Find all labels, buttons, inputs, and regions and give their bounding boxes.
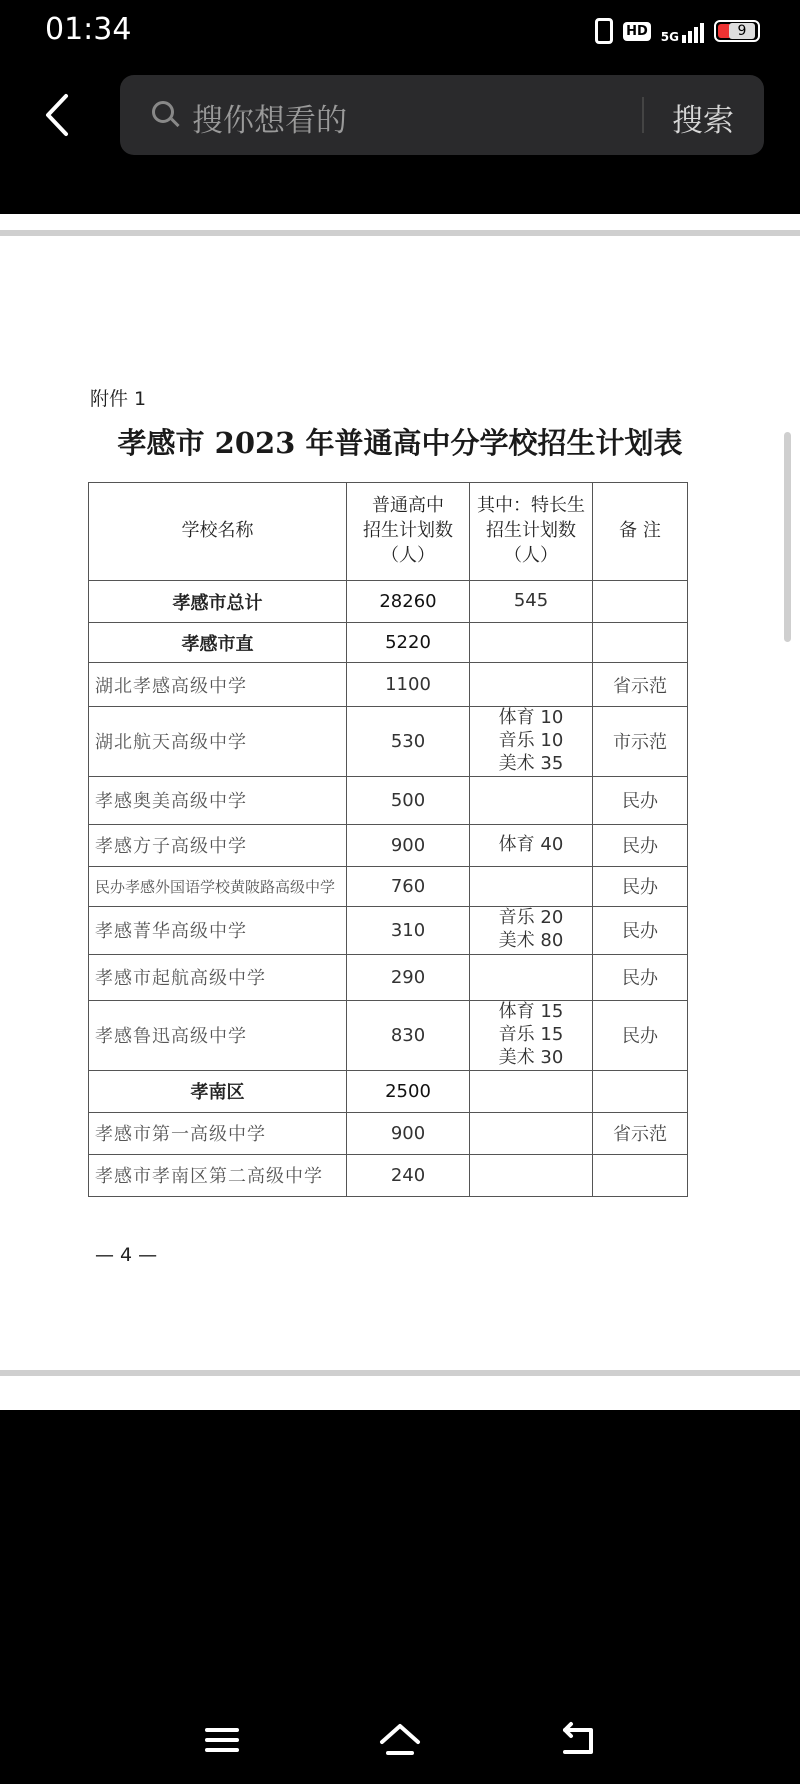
special-value [470, 906, 593, 954]
special-value [470, 663, 593, 707]
note-value: 民办 [593, 824, 688, 866]
chevron-left-icon [38, 90, 78, 140]
table-header-row [89, 483, 688, 581]
note-value [593, 581, 688, 623]
school-name: 孝感市直 [89, 623, 347, 663]
status-bar [0, 0, 800, 60]
network-label: 5G [660, 30, 679, 44]
header-note: 备 注 [593, 483, 688, 581]
table-row [89, 581, 688, 623]
header-special-line1: 其中：特长生 [477, 495, 585, 517]
special-line: 美术 80 [498, 930, 564, 952]
special-line: 美术 30 [498, 1046, 564, 1068]
back-nav-button[interactable] [553, 1720, 603, 1760]
special-value [470, 707, 593, 777]
note-value: 市示范 [593, 707, 688, 777]
school-name: 孝感鲁迅高级中学 [89, 1000, 347, 1070]
special-value [470, 1070, 593, 1112]
home-button[interactable] [375, 1720, 425, 1760]
header-special [470, 483, 593, 581]
header-quota [347, 483, 470, 581]
scrollbar[interactable] [784, 432, 791, 642]
special-value [470, 1112, 593, 1154]
header-school: 学校名称 [89, 483, 347, 581]
battery-level: 9 [729, 23, 755, 39]
table-row [89, 1070, 688, 1112]
note-value: 民办 [593, 1000, 688, 1070]
note-value: 民办 [593, 866, 688, 906]
header-special-line3: （人） [504, 544, 558, 566]
quota-value: 530 [347, 707, 470, 777]
header-quota-line1: 普通高中 [372, 495, 444, 517]
special-value [470, 623, 593, 663]
network-icon [661, 19, 704, 43]
quota-value: 900 [347, 824, 470, 866]
search-button[interactable]: 搜索 [672, 103, 734, 139]
table-row [89, 866, 688, 906]
quota-value: 760 [347, 866, 470, 906]
quota-value: 290 [347, 954, 470, 1000]
quota-value: 1100 [347, 663, 470, 707]
enrollment-plan-table [88, 482, 688, 1197]
header-quota-line2: 招生计划数 [363, 520, 453, 542]
battery-icon [714, 20, 760, 42]
vibrate-icon [595, 18, 613, 44]
special-value [470, 954, 593, 1000]
page-number: — 4 — [95, 1244, 158, 1266]
special-value [470, 776, 593, 824]
quota-value: 900 [347, 1112, 470, 1154]
quota-value: 310 [347, 906, 470, 954]
note-value: 省示范 [593, 1112, 688, 1154]
special-line: 音乐 10 [498, 729, 564, 751]
note-value [593, 1070, 688, 1112]
document-title: 孝感市 2023 年普通高中分学校招生计划表 [117, 426, 683, 460]
school-name: 湖北孝感高级中学 [89, 663, 347, 707]
menu-button[interactable] [197, 1720, 247, 1760]
note-value: 民办 [593, 954, 688, 1000]
special-value [470, 1000, 593, 1070]
note-value: 民办 [593, 906, 688, 954]
search-icon [152, 101, 174, 123]
table-row [89, 824, 688, 866]
status-time: 01:34 [45, 12, 132, 47]
school-name: 湖北航天高级中学 [89, 707, 347, 777]
search-placeholder: 搜你想看的 [192, 103, 347, 139]
table-row [89, 663, 688, 707]
special-line: 美术 35 [498, 752, 564, 774]
table-row [89, 954, 688, 1000]
special-line: 体育 15 [498, 1000, 564, 1022]
table-row [89, 1154, 688, 1196]
note-value [593, 623, 688, 663]
school-name: 孝感方子高级中学 [89, 824, 347, 866]
table-row [89, 623, 688, 663]
special-value: 545 [470, 581, 593, 623]
status-icons [595, 18, 760, 44]
return-icon [553, 1720, 603, 1760]
search-divider [642, 97, 644, 133]
special-value [470, 866, 593, 906]
table-row [89, 707, 688, 777]
divider [0, 230, 800, 236]
table-row [89, 1112, 688, 1154]
header-special-line2: 招生计划数 [486, 520, 576, 542]
quota-value: 830 [347, 1000, 470, 1070]
school-name: 孝感市孝南区第二高级中学 [89, 1154, 347, 1196]
special-line: 音乐 20 [498, 907, 564, 929]
special-line: 体育 10 [498, 707, 564, 728]
school-name: 民办孝感外国语学校黄陂路高级中学 [89, 866, 347, 906]
table-row [89, 776, 688, 824]
school-name: 孝感奥美高级中学 [89, 776, 347, 824]
school-name: 孝感菁华高级中学 [89, 906, 347, 954]
table-row [89, 1000, 688, 1070]
quota-value: 2500 [347, 1070, 470, 1112]
navigation-bar [0, 1700, 800, 1784]
school-name: 孝南区 [89, 1070, 347, 1112]
school-name: 孝感市第一高级中学 [89, 1112, 347, 1154]
special-line: 音乐 15 [498, 1023, 564, 1045]
note-value: 省示范 [593, 663, 688, 707]
school-name: 孝感市总计 [89, 581, 347, 623]
table-row [89, 906, 688, 954]
quota-value: 28260 [347, 581, 470, 623]
quota-value: 5220 [347, 623, 470, 663]
note-value: 民办 [593, 776, 688, 824]
school-name: 孝感市起航高级中学 [89, 954, 347, 1000]
search-input[interactable] [120, 75, 764, 155]
back-button[interactable] [38, 90, 78, 140]
special-value: 体育 40 [470, 824, 593, 866]
document-image[interactable] [0, 214, 800, 1410]
note-value [593, 1154, 688, 1196]
header-quota-line3: （人） [381, 544, 435, 566]
divider [0, 1370, 800, 1376]
attachment-label: 附件 1 [90, 388, 147, 410]
signal-icon [682, 19, 704, 43]
menu-icon [197, 1720, 247, 1760]
quota-value: 500 [347, 776, 470, 824]
special-value [470, 1154, 593, 1196]
hd-icon: HD [623, 22, 651, 41]
home-icon [375, 1720, 425, 1760]
quota-value: 240 [347, 1154, 470, 1196]
